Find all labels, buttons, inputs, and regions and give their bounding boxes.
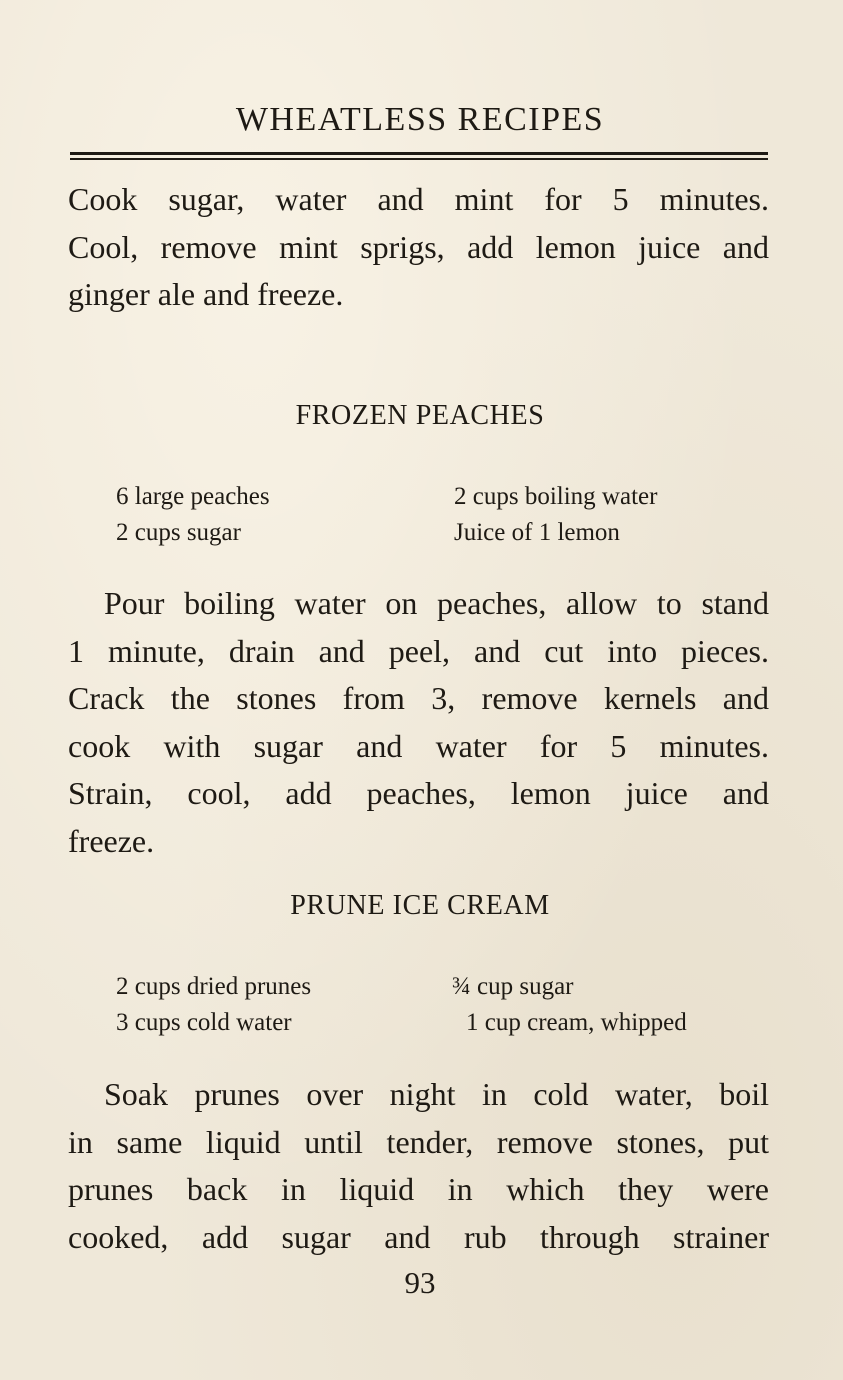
- recipe-title-frozen-peaches: FROZEN PEACHES: [295, 400, 545, 431]
- ingredient-item: 6 large peaches: [116, 483, 270, 510]
- paragraph-line: cooked, add sugar and rub through strainer: [68, 1218, 769, 1255]
- header-rule-thick: [70, 152, 768, 155]
- ingredient-list-prune-ice-cream: [116, 969, 776, 1041]
- paragraph-line: ginger ale and freeze.: [68, 276, 344, 312]
- paragraph-line: Cook sugar, water and mint for 5 minutes.: [68, 181, 769, 217]
- ingredient-row: [116, 969, 776, 1005]
- paragraph-line: Strain, cool, add peaches, lemon juice and: [68, 775, 769, 811]
- paragraph-line: prunes back in liquid in which they were: [68, 1171, 769, 1207]
- ingredient-item: 2 cups sugar: [116, 519, 241, 546]
- ingredient-row: [116, 479, 776, 515]
- ingredient-list-frozen-peaches: [116, 479, 776, 551]
- paragraph-line: Pour boiling water on peaches, allow to stand: [104, 585, 769, 621]
- paragraph-line: Crack the stones from 3, remove kernels and: [68, 680, 769, 716]
- running-head: WHEATLESS RECIPES: [235, 101, 605, 138]
- header-rule-thin: [70, 158, 768, 160]
- paragraph-line: 1 minute, drain and peel, and cut into pieces.: [68, 632, 769, 669]
- paragraph-line: cook with sugar and water for 5 minutes.: [68, 727, 769, 764]
- ingredient-item: 2 cups boiling water: [454, 483, 658, 510]
- ingredient-item: ¾ cup sugar: [452, 973, 574, 1000]
- paragraph-line: Soak prunes over night in cold water, boil: [104, 1076, 769, 1112]
- intro-paragraph: [68, 176, 769, 319]
- ingredient-item: 2 cups dried prunes: [116, 973, 312, 1000]
- directions-frozen-peaches: [68, 580, 769, 865]
- ingredient-item: 1 cup cream, whipped: [466, 1009, 687, 1036]
- paragraph-line: freeze.: [68, 822, 155, 859]
- page-number: 93: [404, 1265, 436, 1300]
- directions-prune-ice-cream: [68, 1071, 769, 1261]
- paragraph-line: Cool, remove mint sprigs, add lemon juice and: [68, 228, 769, 265]
- recipe-title-prune-ice-cream: PRUNE ICE CREAM: [290, 890, 550, 921]
- ingredient-row: [116, 1005, 776, 1041]
- ingredient-item: Juice of 1 lemon: [454, 519, 620, 546]
- ingredient-row: [116, 515, 776, 551]
- ingredient-item: 3 cups cold water: [116, 1009, 292, 1036]
- paragraph-line: in same liquid until tender, remove stones, put: [68, 1123, 769, 1160]
